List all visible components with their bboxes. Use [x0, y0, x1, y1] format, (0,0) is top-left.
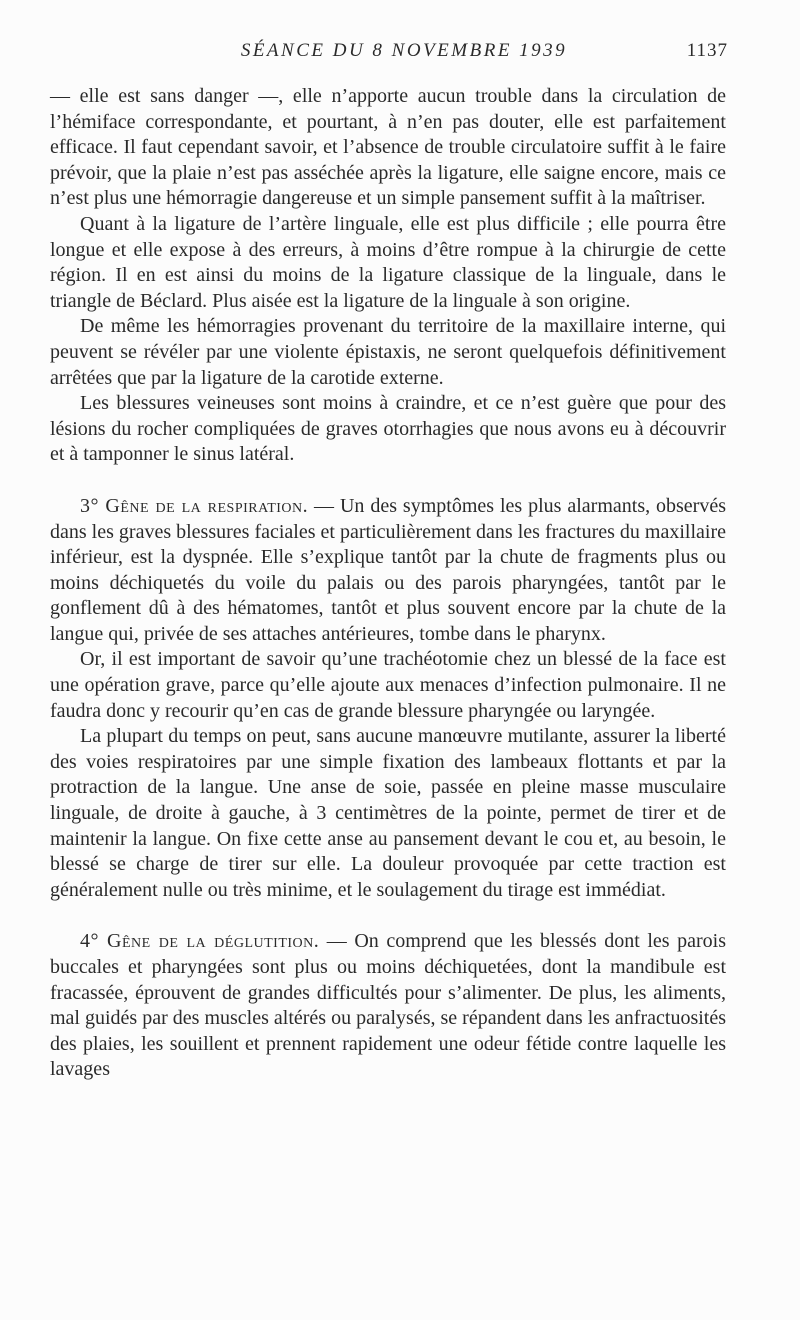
section-heading: 3° Gêne de la respiration. [80, 494, 309, 517]
paragraph-text: Or, il est important de savoir qu’une trachéotomie chez un blessé de la face est une opération grave, parce qu’elle ajoute aux menaces d’infection pulmonaire. Il ne faudra donc y recourir qu’en cas de grande blessure pharyngée ou laryngée. [50, 648, 726, 722]
paragraph-text: Les blessures veineuses sont moins à craindre, et ce n’est guère que pour des lésions du rocher compliquées de graves otorrhagies que nous avons eu à découvrir et à tamponner le sinus latéral. [50, 392, 726, 466]
paragraph-text: — elle est sans danger —, elle n’apporte aucun trouble dans la circulation de l’hémiface correspondante, et pourtant, à n’en pas douter, elle est parfaitement efficace. Il faut cependant savoir, et l’absence de trouble circulatoire suffit à le faire prévoir, que la plaie n’est pas asséchée après la ligature, elle saigne encore, mais ce n’est plus une hémorragie dangereuse et un simple pansement suffit à la maîtriser. [50, 85, 726, 210]
paragraph [50, 391, 726, 468]
paragraph [50, 929, 726, 1083]
running-title: SÉANCE DU 8 NOVEMBRE 1939 [240, 40, 568, 61]
paragraph [50, 724, 726, 903]
running-head [50, 40, 728, 68]
paragraph-text: La plupart du temps on peut, sans aucune manœuvre mutilante, assurer la liberté des voies respiratoires par une simple fixation des lambeaux flottants et par la protraction de la langue. Une anse de soie, passée en pleine masse musculaire linguale, de droite à gauche, à 3 centimètres de la pointe, permet de tirer et de maintenir la langue. On fixe cette anse au pansement devant le cou et, au besoin, le blessé se charge de tirer sur elle. La douleur provoquée par cette traction est généralement nulle ou très minime, et le soulagement du tirage est immédiat. [50, 725, 726, 901]
paragraph-text: Quant à la ligature de l’artère linguale, elle est plus difficile ; elle pourra être longue et elle expose à des erreurs, à moins d’être rompue à la chirurgie de cette région. Il en est ainsi du moins de la ligature classique de la linguale, dans le triangle de Béclard. Plus aisée est la ligature de la linguale à son origine. [50, 212, 726, 312]
paragraph [50, 647, 726, 724]
paragraph [50, 212, 726, 314]
paragraph [50, 314, 726, 391]
paragraph [50, 84, 726, 212]
section-heading: 4° Gêne de la déglutition. [80, 930, 320, 953]
paragraph-text: — On comprend que les blessés dont les parois buccales et pharyngées sont plus ou moins déchiquetées, dont la mandibule est fracassée, éprouvent de grandes difficultés pour s’alimenter. De plus, les aliments, mal guidés par des muscles altérés ou paralysés, se répandent dans les anfractuosités des plaies, les souillent et prennent rapidement une odeur fétide contre laquelle les lavages [50, 930, 726, 1081]
page-number: 1137 [686, 40, 728, 61]
body-text [50, 84, 726, 1083]
paragraph-text: — Un des symptômes les plus alarmants, observés dans les graves blessures faciales et particulièrement dans les fractures du maxillaire inférieur, est la dyspnée. Elle s’explique tantôt par la chute de fragments plus ou moins déchiquetés du voile du palais ou des parois pharyngées, tantôt par le gonflement dû à des hématomes, tantôt et plus souvent encore par la chute de la langue qui, privée de ses attaches antérieures, tombe dans le pharynx. [50, 494, 726, 645]
paragraph-text: De même les hémorragies provenant du territoire de la maxillaire interne, qui peuvent se révéler par une violente épistaxis, ne seront quelquefois définitivement arrêtées que par la ligature de la carotide externe. [50, 315, 726, 389]
paragraph [50, 494, 726, 648]
